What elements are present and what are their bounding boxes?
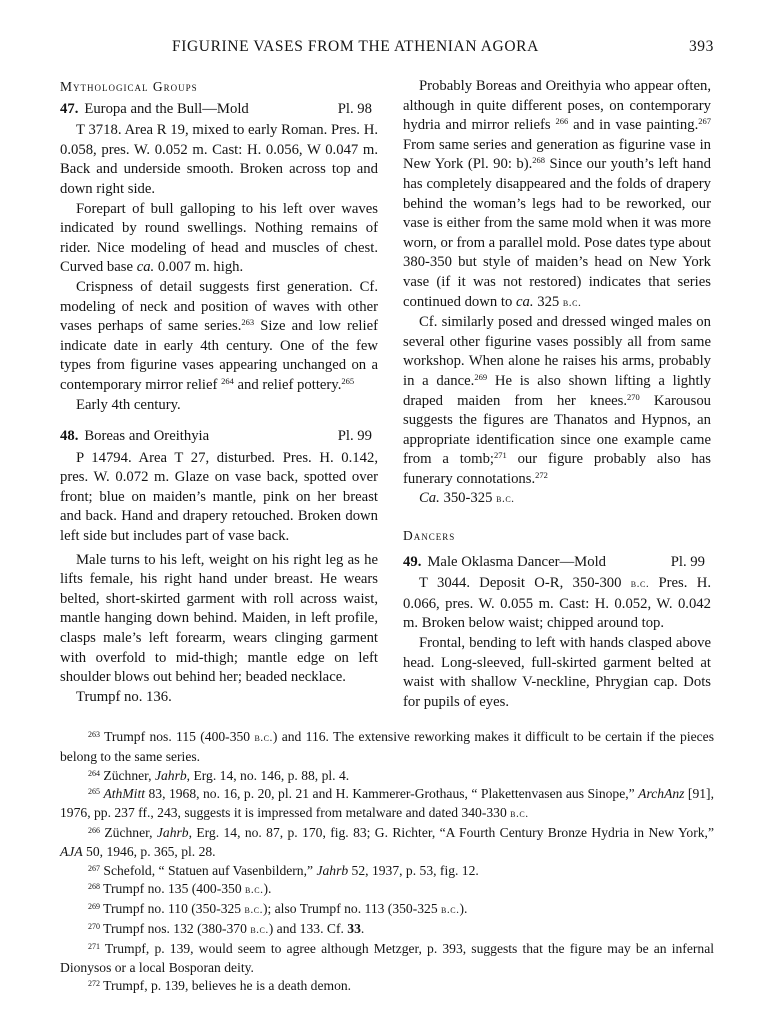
footnote-ref-263[interactable]: 263	[241, 317, 255, 328]
text-italic: AthMitt	[103, 786, 146, 802]
footnote-270	[60, 920, 714, 940]
footnote-267	[60, 862, 714, 881]
footnote-ref-265[interactable]: 265	[341, 375, 355, 386]
text-italic: Jahrb	[316, 862, 349, 878]
text: 0.007 m. high.	[154, 259, 244, 276]
entry-48-date	[403, 489, 711, 510]
running-title: FIGURINE VASES FROM THE ATHENIAN AGORA	[172, 38, 539, 55]
text-era: b.c.	[441, 904, 460, 917]
text: ) and 116. The extensive reworking makes it difficult to be certain if the pieces belong to the same series.	[60, 729, 715, 764]
text: 83, 1968, no. 16, p. 20, pl. 21 and H. Kammerer-Grothaus, “ Plakettenvasen aus Sinope,”	[145, 786, 639, 802]
footnote-ref-269[interactable]: 269	[474, 371, 488, 382]
footnote-ref-267[interactable]: 267	[698, 116, 711, 127]
footnote-number: 266	[88, 825, 100, 835]
entry-48-title: Boreas and Oreithyia	[84, 428, 210, 445]
footnote-266	[60, 824, 714, 862]
entry-48-paragraph-3	[403, 313, 711, 489]
footnote-number: 270	[88, 921, 100, 931]
text: [91], 1976, pp. 237 ff., 243, suggests it is impressed from metalware and dated 340-330	[60, 786, 714, 821]
text: .	[360, 920, 365, 936]
entry-48-reference: Trumpf no. 136.	[76, 688, 172, 705]
entry-48-plate: Pl. 99	[337, 428, 372, 445]
text: Schefold, “ Statuen auf Vasenbildern,”	[100, 862, 317, 878]
entry-49-number: 49.	[403, 553, 422, 570]
text: 325	[533, 293, 563, 310]
text: , Erg. 14, no. 146, p. 88, pl. 4.	[186, 767, 350, 783]
text: T 3044. Deposit O-R, 350-300	[419, 575, 631, 592]
footnote-number: 264	[88, 768, 100, 778]
text-italic: Jahrb	[154, 767, 187, 783]
text: Probably Boreas and Oreithyia who appear often, although in quite different poses, on contemporary hydria and mirror reliefs	[403, 78, 711, 134]
footnote-272	[60, 977, 714, 996]
text: Cf. similarly posed and dressed winged males on several other figurine vases possibly all from same workshop. When alone he raises his arms, probably in a dance.	[403, 314, 711, 389]
text-era: b.c.	[510, 808, 529, 821]
running-header	[60, 38, 714, 62]
text-era: b.c.	[562, 296, 582, 309]
text-italic: ArchAnz	[638, 786, 685, 802]
footnote-number: 268	[88, 882, 100, 892]
entry-47-plate: Pl. 98	[337, 100, 372, 117]
entry-48-description: P 14794. Area T 27, disturbed. Pres. H. 0.142, pres. W. 0.072 m. Glaze on vase back, spotted over front; blue on maiden’s mantle, pink on her breast and back. Hand and drapery retouched. Broken down left side but includes part of vase back.	[60, 449, 378, 545]
text-italic: AJA	[60, 843, 83, 859]
text: Karousou suggests the figures are Thanatos and Hypnos, an appropriate identification since one example came from a tomb;	[403, 392, 712, 468]
entry-47-paragraph-2	[60, 278, 378, 396]
text: 50, 1946, p. 365, pl. 28.	[82, 843, 216, 859]
section-title-dancers: Dancers	[403, 528, 456, 544]
footnote-ref-266[interactable]: 266	[555, 116, 569, 127]
entry-47-paragraph-1	[60, 200, 378, 278]
footnote-268	[60, 880, 714, 900]
text: , Erg. 14, no. 87, p. 170, fig. 83; G. Richter, “A Fourth Century Bronze Hydria in New York,”	[188, 824, 714, 840]
footnotes	[60, 728, 714, 996]
text: 350-325	[439, 490, 497, 507]
right-column	[403, 77, 711, 712]
text: Züchner,	[100, 824, 157, 840]
text: From same series and generation as figurine vase in New York (Pl. 90: b).	[403, 136, 711, 173]
text-era: b.c.	[245, 884, 264, 897]
text-era: b.c.	[244, 904, 263, 917]
footnote-269	[60, 900, 714, 920]
entry-49-heading	[403, 553, 711, 573]
text-era: b.c.	[496, 493, 515, 506]
spacer	[60, 415, 378, 427]
text: He is also shown lifting a lightly draped maiden from her knees.	[403, 372, 711, 409]
text: Trumpf nos. 132 (380-370	[100, 920, 251, 936]
entry-49-description	[403, 574, 711, 634]
footnote-ref-270[interactable]: 270	[627, 391, 640, 402]
entry-48-paragraph-2	[403, 77, 711, 313]
footnote-number: 267	[88, 863, 100, 873]
footnote-264	[60, 767, 714, 786]
text: Trumpf no. 110 (350-325	[100, 901, 245, 917]
text: Trumpf, p. 139, would seem to agree although Metzger, p. 393, suggests that the figure may be an infernal Dionysos or a local Bosporan deity.	[60, 940, 714, 975]
entry-47-date: Early 4th century.	[76, 396, 181, 413]
text: ) and 133. Cf.	[268, 920, 348, 936]
footnote-number: 271	[88, 941, 100, 951]
entry-49-plate: Pl. 99	[670, 553, 705, 570]
text: our figure probably also has funerary connotations.	[403, 451, 711, 487]
text: ).	[459, 901, 468, 917]
left-column	[60, 77, 378, 707]
text: Since our youth’s left hand has completely disappeared and the folds of drapery behind the woman’s legs had to be reworked, our vase is either from the same mold when it was more worn, or from a parallel mold. Pose dates type about 380-350 but style of maiden’s head on New York vase (if it was not restored) indicates that series continued down to	[403, 156, 711, 310]
text: ); also Trumpf no. 113 (350-325	[262, 901, 442, 917]
text: Trumpf nos. 115 (400-350	[100, 729, 255, 744]
footnote-ref-264[interactable]: 264	[221, 375, 234, 386]
entry-48-paragraph-1: Male turns to his left, weight on his right leg as he lifts female, his right hand under breast. He wears belted, short-skirted garment with roll across waist, mantle hanging down behind. Maiden, in left profile, clasps male’s left forearm, wears clinging garment with overfold to mid-thigh; mantle edge on left shoulder blows out behind her; beaded necklace.	[60, 551, 378, 686]
entry-48-number: 48.	[60, 428, 79, 445]
text: and in vase painting.	[568, 117, 699, 134]
text: Pres. H. 0.066, pres. W. 0.055 m. Cast: H. 0.052, W. 0.042 m. Broken below waist; chipped around top.	[403, 575, 711, 632]
footnote-number: 263	[88, 730, 100, 739]
text: 52, 1937, p. 53, fig. 12.	[348, 862, 479, 878]
entry-48-heading	[60, 427, 378, 447]
text-italic: ca.	[136, 259, 155, 276]
entry-49-title: Male Oklasma Dancer—Mold	[427, 553, 607, 570]
text-era: b.c.	[250, 923, 269, 936]
text: Crispness of detail suggests first generation. Cf. modeling of neck and position of waves with other vases perhaps of same series.	[60, 278, 378, 335]
text-italic: Jahrb	[156, 824, 189, 840]
footnote-ref-272[interactable]: 272	[535, 469, 548, 480]
text-era: b.c.	[630, 578, 650, 591]
footnote-263	[60, 728, 714, 767]
text-era: b.c.	[254, 732, 273, 744]
footnote-number: 272	[88, 979, 100, 989]
text: Trumpf, p. 139, believes he is a death demon.	[100, 978, 352, 994]
footnote-271	[60, 940, 714, 978]
entry-47-heading	[60, 100, 378, 120]
text: ).	[263, 881, 272, 897]
footnote-number: 265	[88, 787, 100, 797]
entry-47-description: T 3718. Area R 19, mixed to early Roman. Pres. H. 0.058, pres. W. 0.052 m. Cast: H. 0.056, W 0.047 m. Back and underside smooth. Broken across top and down right side.	[60, 122, 378, 197]
text-italic: Ca.	[419, 490, 440, 507]
text: Züchner,	[100, 767, 155, 783]
entry-49-paragraph-1: Frontal, bending to left with hands clasped above head. Long-sleeved, full-skirted garment belted at waist with shallow V-neckline, Phrygian cap. Dots for pupils of eyes.	[403, 635, 711, 710]
footnote-number: 269	[88, 902, 100, 912]
entry-47-title: Europa and the Bull—Mold	[84, 100, 249, 117]
text-italic: ca.	[516, 293, 534, 310]
spacer	[403, 510, 711, 522]
page-number: 393	[688, 38, 714, 55]
footnote-ref-271[interactable]: 271	[494, 450, 507, 461]
entry-47-number: 47.	[60, 100, 79, 117]
footnote-ref-268[interactable]: 268	[532, 155, 546, 166]
text: Forepart of bull galloping to his left over waves indicated by round swellings. Nothing remains of rider. Nice modeling of head and muscles of chest. Curved base	[60, 200, 378, 276]
cross-reference-link[interactable]: 33	[347, 920, 361, 936]
section-title-mythological-groups: Mythological Groups	[60, 79, 198, 94]
text: and relief pottery.	[233, 376, 342, 393]
footnote-265	[60, 785, 714, 824]
text: Trumpf no. 135 (400-350	[100, 881, 246, 897]
text: Size and low relief indicate date in early 4th century. One of the few types from figurine vases appearing unchanged on a contemporary mirror relief	[60, 318, 378, 393]
